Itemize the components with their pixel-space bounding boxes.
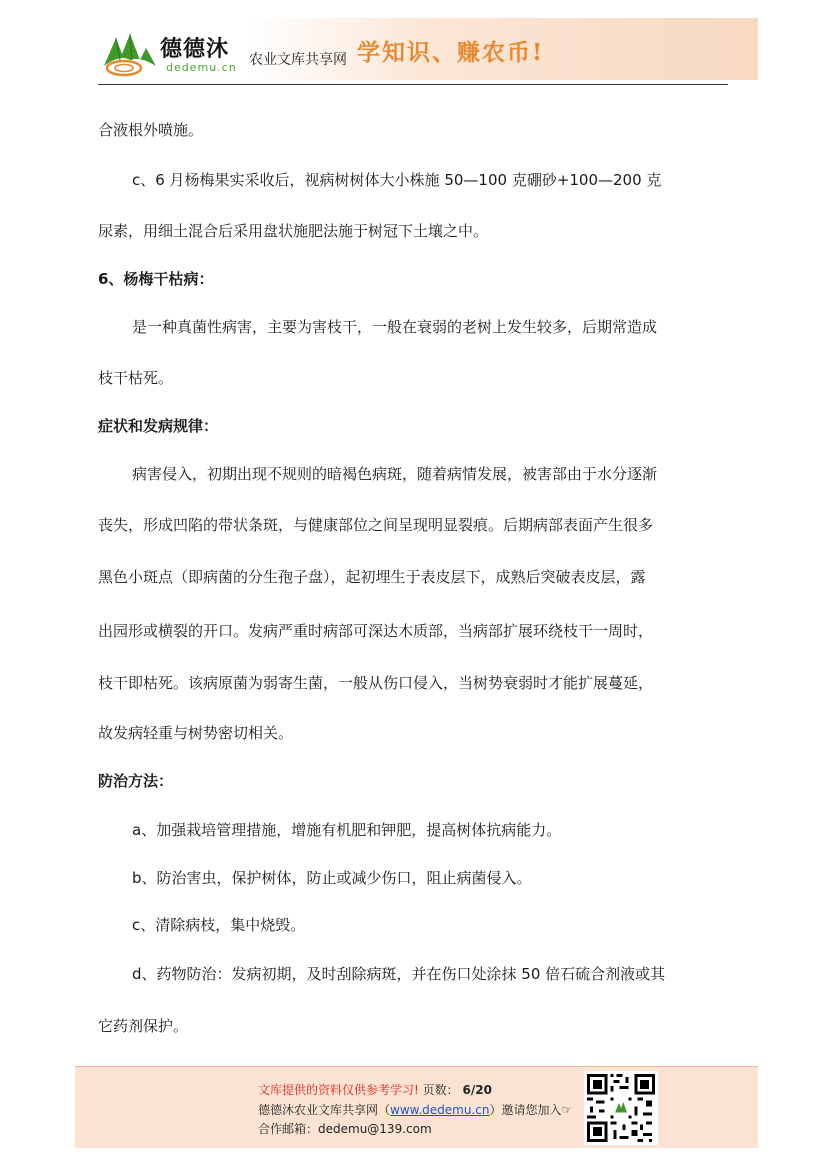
paragraph-line: 枝干即枯死。该病原菌为弱寄生菌，一般从伤口侵入，当树势衰弱时才能扩展蔓延，	[98, 674, 654, 692]
page-count: 6/20	[462, 1083, 492, 1097]
paragraph-line: 枝干枯死。	[98, 369, 174, 387]
paragraph-line: 出园形或横裂的开口。发病严重时病部可深达木质部，当病部扩展环绕枝干一周时，	[98, 622, 654, 640]
paragraph-line: c、清除病枝，集中烧毁。	[132, 916, 306, 934]
paragraph-line: 尿素，用细土混合后采用盘状施肥法施于树冠下土壤之中。	[98, 222, 489, 240]
footer-notice-line	[258, 1081, 492, 1098]
slogan: 学知识、赚农币!	[357, 39, 545, 66]
page-header	[0, 0, 827, 90]
page-count-label: 页数：	[422, 1083, 459, 1097]
site-text-prefix: 德德沐农业文库共享网（	[258, 1103, 391, 1117]
brand-domain: dedemu.cn	[166, 61, 237, 74]
site-link[interactable]: www.dedemu.cn	[390, 1103, 490, 1117]
qr-code-icon	[584, 1071, 658, 1145]
header-divider	[98, 84, 728, 85]
site-text-suffix: ）邀请您加入☞	[489, 1103, 573, 1117]
paragraph-line: 合液根外喷施。	[98, 121, 204, 139]
section-heading: 症状和发病规律：	[98, 417, 219, 435]
footer-site-line	[258, 1101, 572, 1118]
section-heading: 6、杨梅干枯病：	[98, 270, 214, 288]
paragraph-line: d、药物防治：发病初期，及时刮除病斑，并在伤口处涂抹 50 倍石硫合剂液或其	[132, 965, 666, 983]
contact-email: 合作邮箱：dedemu@139.com	[258, 1122, 432, 1136]
paragraph-line: 丧失，形成凹陷的带状条斑，与健康部位之间呈现明显裂痕。后期病部表面产生很多	[98, 516, 654, 534]
paragraph-line: c、6 月杨梅果实采收后，视病树树体大小株施 50—100 克硼砂+100—200 克	[132, 171, 662, 189]
page-footer	[75, 1066, 758, 1148]
paragraph-line: a、加强栽培管理措施，增施有机肥和钾肥，提高树体抗病能力。	[132, 821, 562, 839]
paragraph-line: 它药剂保护。	[98, 1017, 189, 1035]
dedemu-logo-icon	[100, 30, 160, 80]
paragraph-line: 是一种真菌性病害，主要为害枝干，一般在衰弱的老树上发生较多，后期常造成	[132, 318, 658, 336]
paragraph-line: 病害侵入，初期出现不规则的暗褐色病斑，随着病情发展，被害部由于水分逐渐	[132, 465, 658, 483]
paragraph-line: 黑色小斑点（即病菌的分生孢子盘），起初埋生于表皮层下，成熟后突破表皮层，露	[98, 568, 646, 586]
site-name: 农业文库共享网	[249, 52, 347, 68]
section-heading: 防治方法：	[98, 772, 174, 790]
reference-notice: 文库提供的资料仅供参考学习!	[258, 1083, 419, 1097]
brand-name: 德德沐	[160, 36, 230, 62]
paragraph-line: b、防治害虫，保护树体，防止或减少伤口，阻止病菌侵入。	[132, 869, 532, 887]
paragraph-line: 故发病轻重与树势密切相关。	[98, 724, 294, 742]
